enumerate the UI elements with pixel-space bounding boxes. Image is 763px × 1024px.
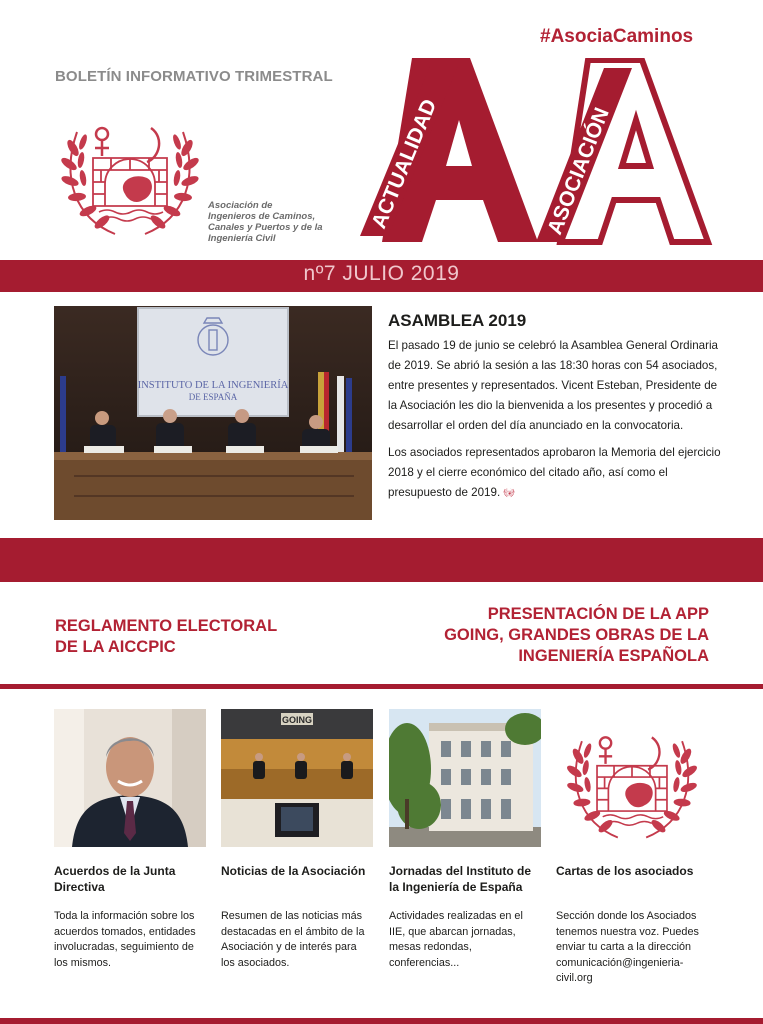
card-text: Resumen de las noticias más destacadas en el ámbito de la Asociación y de interés para los asociados. [221,910,365,969]
going-banner-text: GOING [281,715,313,725]
link-line: REGLAMENTO ELECTORAL [55,617,278,635]
link-line: INGENIERÍA ESPAÑOLA [518,647,709,665]
association-name-line: Ingenieros de Caminos, [208,211,316,222]
hashtag[interactable]: #AsociaCaminos [540,26,694,47]
card-text: Actividades realizadas en el IIE, que abarcan jornadas, mesas redondas, conferencias... [389,910,523,969]
logo-word-actualidad: ACTUALIDAD [367,95,442,232]
going-event-photo [221,709,373,847]
card-title: Noticias de la Asociación [221,864,366,878]
association-emblem-large-icon [556,709,708,847]
link-electoral-regulation[interactable] [55,616,277,658]
article-body [388,336,728,510]
card-iie-sessions[interactable] [389,709,541,971]
article-paragraph-2 [388,443,728,503]
logo-word-asociacion: ASOCIACIÓN [543,104,614,238]
article-paragraph: El pasado 19 de junio se celebró la Asamblea General Ordinaria de 2019. Se abrió la sesión a las 18:30 horas con 54 asociados, entre presentes y representados. Vicent Esteban, Presidente de la Asociación les dio la bienvenida a los presentes y procedió a desarrollar el orden del día anunciado en la convocatoria. [388,339,718,432]
assembly-photo[interactable] [54,306,372,520]
divider-rule [0,684,763,689]
institute-building-photo [389,709,541,847]
end-mark-icon [503,486,515,498]
association-name-line: Ingeniería Civil [208,233,276,244]
section-divider-band [0,538,763,582]
card-title: Acuerdos de la Junta Directiva [54,864,176,894]
link-line: PRESENTACIÓN DE LA APP [487,605,709,623]
association-name-line: Canales y Puertos y de la [208,222,323,233]
article-paragraph: Los asociados representados aprobaron la Memoria del ejercicio 2018 y el cierre económico del citado año, así como el presupuesto de 2019. [388,446,721,499]
card-title: Cartas de los asociados [556,864,694,878]
card-member-letters[interactable] [556,709,708,987]
link-line: DE LA AICCPIC [55,638,176,656]
photo-sign-line-1: INSTITUTO DE LA INGENIERÍA [137,380,289,391]
photo-sign-line-2: DE ESPAÑA [188,392,238,402]
association-emblem-icon [55,98,205,244]
actualidad-asociacion-logo [360,58,715,248]
card-board-agreements[interactable] [54,709,206,971]
issue-label: nº7 JULIO 2019 [303,262,460,285]
card-title: Jornadas del Instituto de la Ingeniería de España [389,864,532,894]
president-portrait-photo [54,709,206,847]
association-name [208,200,323,244]
association-name-line: Asociación de [208,200,273,211]
card-text: Sección donde los Asociados tenemos nuestra voz. Puedes enviar tu carta a la dirección comunicación@ingenieria-civil.org [556,910,699,984]
card-text: Toda la información sobre los acuerdos tomados, entidades involucradas, seguimiento de los mismos. [54,910,196,969]
article-title: ASAMBLEA 2019 [388,311,527,330]
link-going-app[interactable] [444,604,709,667]
newsletter-subtitle: BOLETÍN INFORMATIVO TRIMESTRAL [55,68,333,85]
card-association-news[interactable] [221,709,373,971]
footer-rule [0,1018,763,1024]
link-line: GOING, GRANDES OBRAS DE LA [444,626,709,644]
